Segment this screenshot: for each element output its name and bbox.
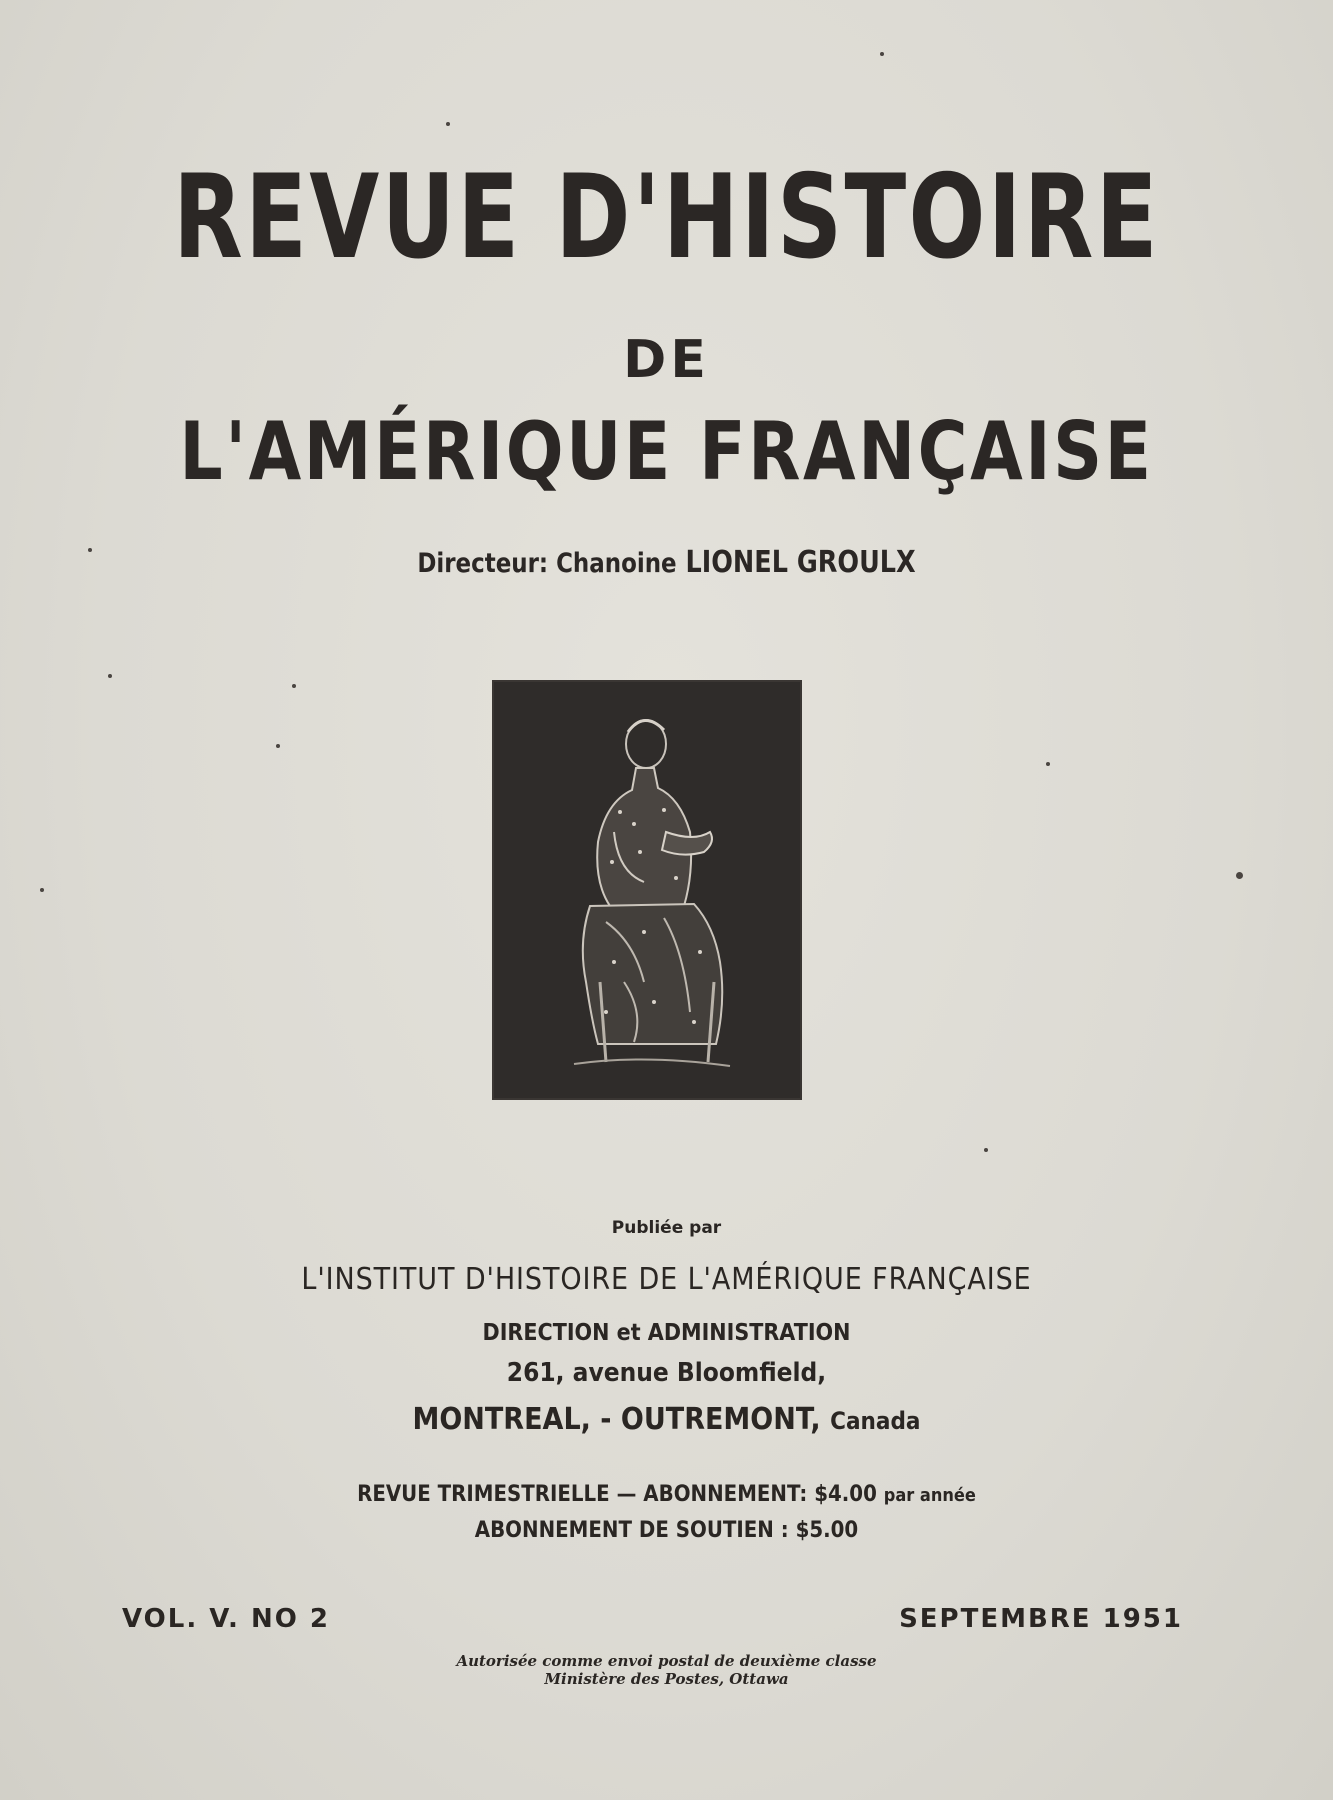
issue-date: SEPTEMBRE 1951 xyxy=(899,1604,1183,1634)
print-speck xyxy=(276,744,280,748)
print-speck xyxy=(108,674,112,678)
publisher-direction: DIRECTION et ADMINISTRATION xyxy=(482,1320,851,1346)
postal-notice-line1: Autorisée comme envoi postal de deuxième classe xyxy=(456,1652,877,1670)
publisher-country: Canada xyxy=(830,1407,921,1435)
director-line xyxy=(100,545,1233,580)
publisher-city: MONTREAL, - OUTREMONT, xyxy=(412,1402,821,1437)
publisher-address: 261, avenue Bloomfield, xyxy=(506,1358,827,1388)
print-speck xyxy=(446,122,450,126)
subscription-suffix: par année xyxy=(883,1485,976,1506)
issue-volume: VOL. V. NO 2 xyxy=(122,1604,330,1634)
print-speck xyxy=(1046,762,1050,766)
postal-notice-line2: Ministère des Postes, Ottawa xyxy=(544,1670,789,1688)
print-speck xyxy=(984,1148,988,1152)
print-speck xyxy=(1236,872,1243,879)
published-by-label: Publiée par xyxy=(611,1218,722,1238)
publisher-institute: L'INSTITUT D'HISTOIRE DE L'AMÉRIQUE FRANÇAISE xyxy=(301,1262,1032,1297)
print-speck xyxy=(292,684,296,688)
publisher-city-line xyxy=(67,1402,1267,1437)
subscription-main: REVUE TRIMESTRIELLE — ABONNEMENT: $4.00 xyxy=(357,1482,877,1507)
print-speck xyxy=(40,888,44,892)
cover-title-line2: DE xyxy=(623,330,710,390)
director-label: Directeur: Chanoine xyxy=(417,548,677,579)
print-speck xyxy=(880,52,884,56)
seated-figure-engraving-icon xyxy=(492,680,802,1100)
subscription-line1 xyxy=(67,1482,1267,1507)
subscription-line2: ABONNEMENT DE SOUTIEN : $5.00 xyxy=(474,1518,859,1543)
cover-title-line1: REVUE D'HISTOIRE xyxy=(173,150,1160,285)
print-speck xyxy=(88,548,92,552)
cover-title-line3: L'AMÉRIQUE FRANÇAISE xyxy=(179,405,1154,498)
director-name: LIONEL GROULX xyxy=(685,545,916,580)
